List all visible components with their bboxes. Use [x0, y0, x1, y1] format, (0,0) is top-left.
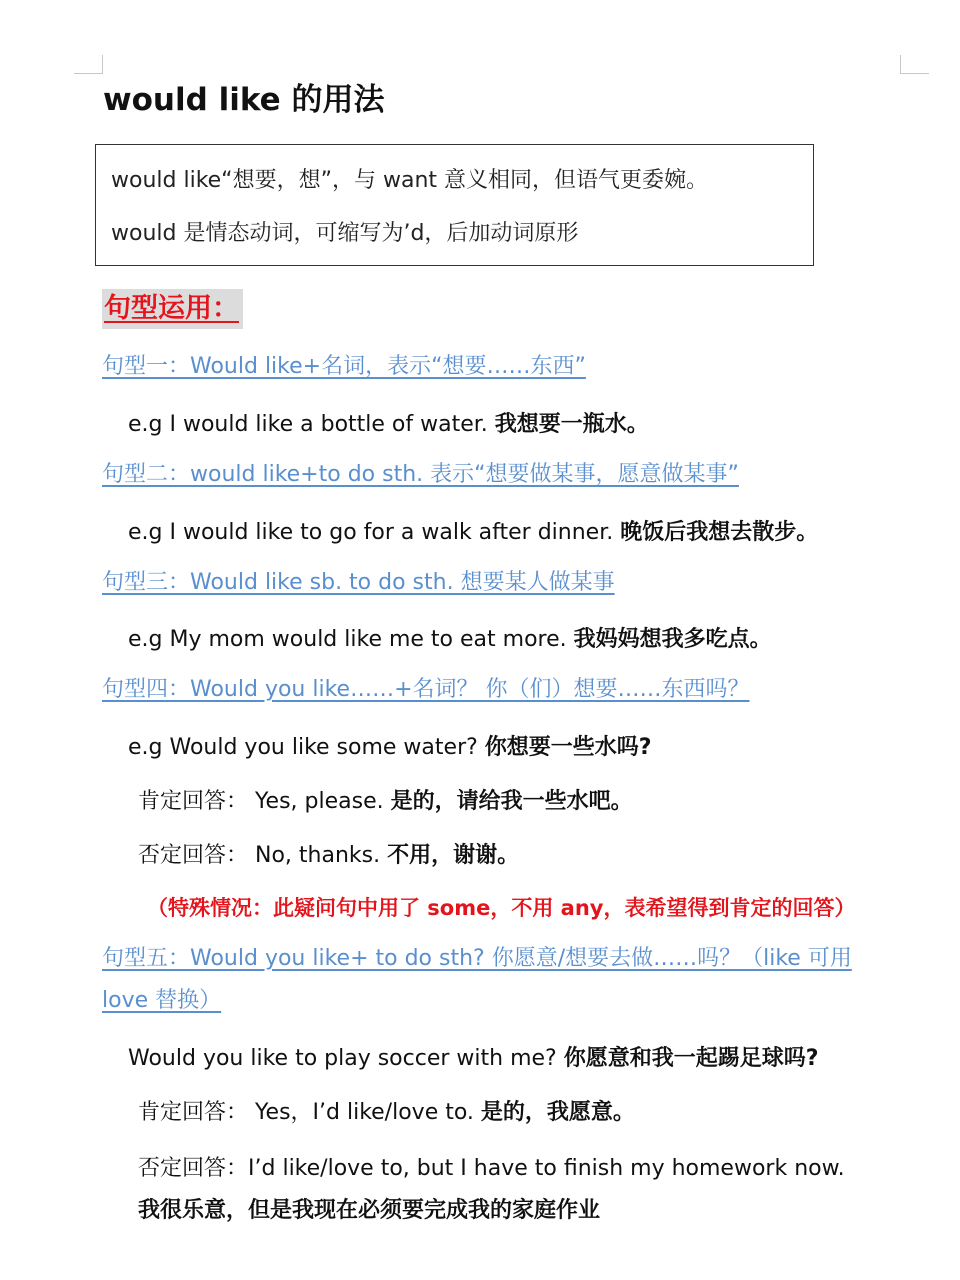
- example-zh: 晚饭后我想去散步。: [620, 520, 819, 545]
- answer-zh: 不用，谢谢。: [387, 843, 520, 868]
- intro-box: [95, 144, 814, 266]
- pattern-5-example: [128, 1041, 818, 1072]
- example-zh: 你愿意和我一起踢足球吗?: [563, 1046, 819, 1071]
- special-case-note: （特殊情况：此疑问句中用了 some，不用 any，表希望得到肯定的回答）: [147, 896, 856, 920]
- answer-en: Yes，I’d like/love to.: [255, 1100, 474, 1125]
- answer-en: Yes, please.: [255, 789, 384, 814]
- pattern-4-heading[interactable]: 句型四：Would you like……+名词？ 你（们）想要……东西吗？: [102, 677, 750, 702]
- pattern-3-example: [128, 622, 772, 653]
- example-zh: 我想要一瓶水。: [494, 412, 649, 437]
- pattern-5-heading[interactable]: 句型五：Would you like+ to do sth? 你愿意/想要去做……吗？（like 可用 love 替换）: [102, 946, 852, 1013]
- document-title: would like 的用法: [103, 82, 385, 118]
- answer-zh: 是的，我愿意。: [480, 1100, 635, 1125]
- page-corner-mark-top-right: [900, 55, 929, 74]
- page-corner-mark-top-left: [74, 55, 103, 74]
- example-en: e.g Would you like some water?: [128, 735, 478, 760]
- answer-en: No, thanks.: [255, 843, 381, 868]
- answer-zh: 是的，请给我一些水吧。: [390, 789, 633, 814]
- pattern-2-example: [128, 515, 818, 546]
- example-en: Would you like to play soccer with me?: [128, 1046, 557, 1071]
- answer-en: I’d like/love to, but I have to finish my homework now.: [248, 1156, 845, 1181]
- example-en: e.g I would like a bottle of water.: [128, 412, 488, 437]
- pattern-1-example: [128, 407, 649, 438]
- example-en: e.g My mom would like me to eat more.: [128, 627, 567, 652]
- example-en: e.g I would like to go for a walk after dinner.: [128, 520, 614, 545]
- intro-line-2: would 是情态动词，可缩写为’d，后加动词原形: [111, 221, 579, 246]
- pattern-2-heading[interactable]: 句型二：would like+to do sth. 表示“想要做某事，愿意做某事”: [102, 462, 739, 487]
- pattern-5-negative-answer: [138, 1148, 908, 1232]
- answer-zh: 我很乐意，但是我现在必须要完成我的家庭作业: [138, 1198, 601, 1223]
- example-zh: 我妈妈想我多吃点。: [573, 627, 772, 652]
- pattern-1-heading[interactable]: 句型一：Would like+名词，表示“想要……东西”: [102, 354, 586, 379]
- pattern-3-heading[interactable]: 句型三：Would like sb. to do sth. 想要某人做某事: [102, 570, 615, 595]
- answer-prefix: 肯定回答：: [138, 1100, 249, 1125]
- section-heading: 句型运用：: [102, 289, 243, 329]
- pattern-4-example: [128, 730, 652, 761]
- intro-line-1: would like“想要，想”，与 want 意义相同，但语气更委婉。: [111, 168, 709, 193]
- pattern-4-positive-answer: [138, 784, 633, 815]
- example-zh: 你想要一些水吗?: [484, 735, 652, 760]
- answer-prefix: 肯定回答：: [138, 789, 249, 814]
- pattern-5-positive-answer: [138, 1095, 635, 1126]
- answer-prefix: 否定回答：: [138, 843, 249, 868]
- pattern-4-negative-answer: [138, 838, 519, 869]
- answer-prefix: 否定回答：: [138, 1156, 249, 1181]
